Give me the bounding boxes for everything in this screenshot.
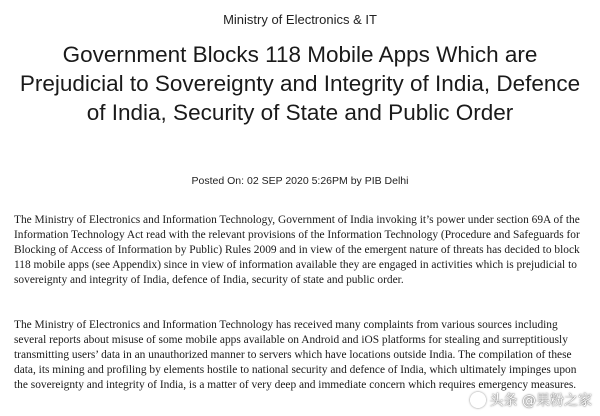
paragraph-2: The Ministry of Electronics and Information Technology has received many complaints from various sources including several reports about misuse of some mobile apps available on Android and iOS platforms for stealing and surreptitiously transmitting users’ data in an unauthorized manner to servers which have locations outside India. The compilation of these data, its mining and profiling by elements hostile to national security and defence of India, which ultimately impinges upon the sovereignty and integrity of India, is a matter of very deep and immediate concern which requires emergency measures.	[14, 319, 577, 391]
watermark-text: 头条 @果粉之家	[489, 393, 592, 409]
posted-date: Posted On: 02 SEP 2020 5:26PM by PIB Delhi	[191, 175, 409, 187]
page-title: Government Blocks 118 Mobile Apps Which are Prejudicial to Sovereignty and Integrity of India, Defence of India, Security of State and Public Order	[19, 42, 581, 125]
toutiao-logo-icon	[470, 392, 486, 408]
paragraph-1: The Ministry of Electronics and Information Technology, Government of India invoking it’s power under section 69A of the Information Technology Act read with the relevant provisions of the Information Technology (Procedure and Safeguards for Blocking of Access of Information by Public) Rules 2009 and in view of the emergent nature of threats has decided to block 118 mobile apps (see Appendix) since in view of information available they are engaged in activities which is prejudicial to sovereignty and integrity of India, defence of India, security of state and public order.	[14, 214, 580, 286]
ministry-name: Ministry of Electronics & IT	[223, 12, 377, 27]
watermark	[470, 390, 592, 410]
